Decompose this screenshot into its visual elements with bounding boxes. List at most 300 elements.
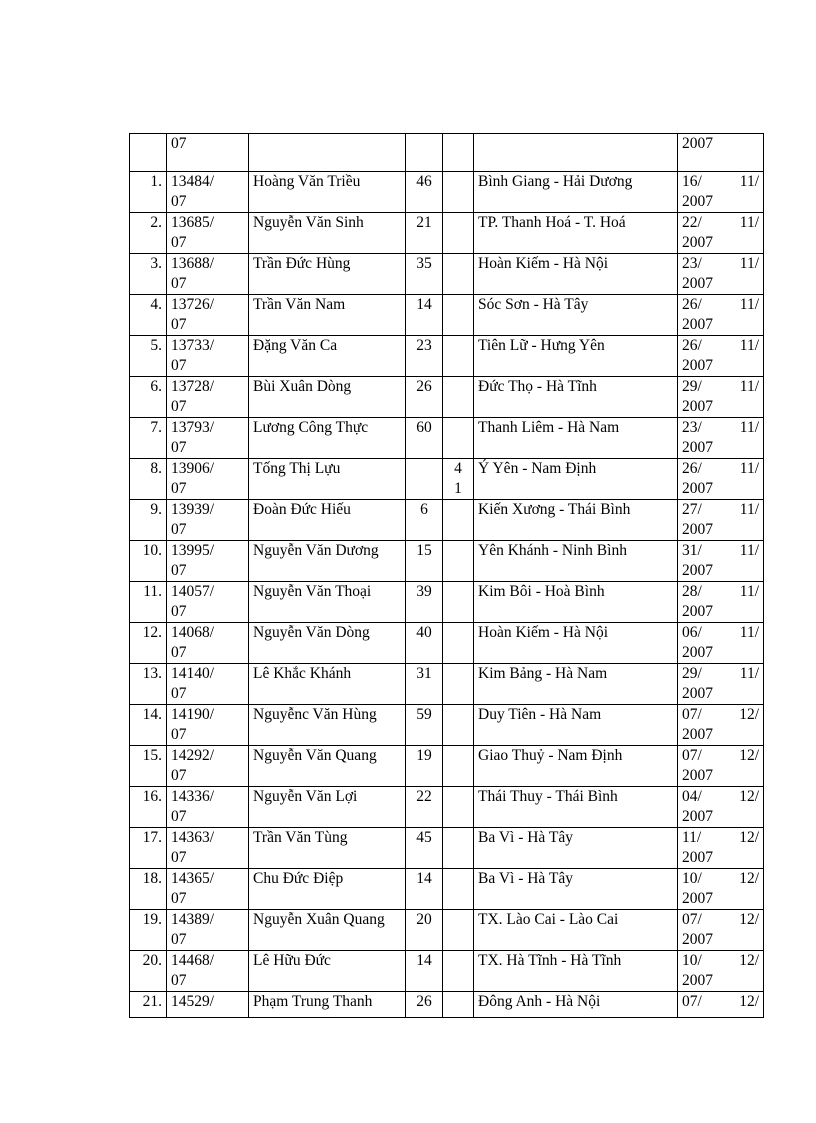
stt-cell	[130, 664, 167, 705]
female-age-cell	[443, 828, 474, 869]
code-value: 14529/	[171, 993, 215, 1010]
female-age-cell	[443, 992, 474, 1018]
date-cell	[678, 992, 764, 1018]
date-day: 23/	[682, 419, 702, 436]
registry-table	[129, 133, 764, 1018]
stt-value: 18.	[142, 870, 162, 887]
stt-cell	[130, 254, 167, 295]
address-cell	[474, 992, 678, 1018]
male-age-value: 26	[416, 378, 432, 395]
male-age-value: 19	[416, 747, 432, 764]
code-suffix: 07	[171, 398, 187, 415]
address-value: Thái Thuy - Thái Bình	[478, 788, 618, 805]
male-age-cell	[406, 910, 443, 951]
date-cell	[678, 172, 764, 213]
male-age-value: 60	[416, 419, 432, 436]
female-age-cell	[443, 541, 474, 582]
code-value: 13733/	[171, 337, 215, 354]
code-value: 14190/	[171, 706, 215, 723]
date-year: 2007	[682, 808, 713, 825]
stt-value: 3.	[150, 255, 162, 272]
stt-value: 6.	[150, 378, 162, 395]
name-cell	[249, 500, 406, 541]
table-row	[130, 746, 764, 787]
date-day: 26/	[682, 296, 702, 313]
male-age-value: 22	[416, 788, 432, 805]
male-age-cell	[406, 541, 443, 582]
stt-cell	[130, 134, 167, 172]
table-row	[130, 582, 764, 623]
male-age-cell	[406, 869, 443, 910]
male-age-value: 35	[416, 255, 432, 272]
date-cell	[678, 377, 764, 418]
code-cell	[167, 418, 249, 459]
date-cell	[678, 459, 764, 500]
stt-cell	[130, 582, 167, 623]
male-age-value: 15	[416, 542, 432, 559]
address-cell	[474, 172, 678, 213]
address-cell	[474, 828, 678, 869]
table-row	[130, 705, 764, 746]
code-suffix: 07	[171, 193, 187, 210]
address-cell	[474, 134, 678, 172]
date-month: 11/	[739, 296, 759, 313]
code-value: 13484/	[171, 173, 215, 190]
address-value: Thanh Liêm - Hà Nam	[478, 419, 620, 436]
date-line-1	[682, 213, 759, 233]
name-cell	[249, 418, 406, 459]
code-value: 14389/	[171, 911, 215, 928]
date-year: 2007	[682, 603, 713, 620]
date-cell	[678, 705, 764, 746]
code-cell	[167, 213, 249, 254]
date-month: 11/	[739, 501, 759, 518]
address-cell	[474, 746, 678, 787]
female-age-cell	[443, 459, 474, 500]
address-value: Giao Thuỷ - Nam Định	[478, 747, 623, 764]
name-cell	[249, 746, 406, 787]
address-cell	[474, 295, 678, 336]
code-cell	[167, 172, 249, 213]
table-row	[130, 910, 764, 951]
code-cell	[167, 500, 249, 541]
male-age-cell	[406, 623, 443, 664]
date-month: 12/	[739, 788, 759, 805]
address-cell	[474, 705, 678, 746]
code-cell	[167, 134, 249, 172]
name-cell	[249, 828, 406, 869]
stt-value: 4.	[150, 296, 162, 313]
name-cell	[249, 582, 406, 623]
code-tail: 07	[171, 135, 187, 152]
name-value: Hoàng Văn Triều	[253, 173, 361, 190]
date-day: 07/	[682, 706, 702, 723]
male-age-cell	[406, 213, 443, 254]
female-age-cell	[443, 787, 474, 828]
name-cell	[249, 787, 406, 828]
name-cell	[249, 336, 406, 377]
date-cell	[678, 213, 764, 254]
name-value: Nguyễn Văn Quang	[253, 747, 377, 764]
date-line-1	[682, 746, 759, 766]
date-day: 04/	[682, 788, 702, 805]
code-suffix: 07	[171, 234, 187, 251]
address-cell	[474, 787, 678, 828]
female-age-cell	[443, 418, 474, 459]
date-year: 2007	[682, 357, 713, 374]
date-month: 11/	[739, 337, 759, 354]
male-age-value: 31	[416, 665, 432, 682]
male-age-cell	[406, 705, 443, 746]
stt-cell	[130, 951, 167, 992]
date-day: 22/	[682, 214, 702, 231]
male-age-value: 14	[416, 870, 432, 887]
name-value: Phạm Trung Thanh	[253, 993, 373, 1010]
name-value: Bùi Xuân Dòng	[253, 378, 352, 395]
stt-cell	[130, 459, 167, 500]
female-age-cell	[443, 254, 474, 295]
code-cell	[167, 746, 249, 787]
code-cell	[167, 541, 249, 582]
date-day: 27/	[682, 501, 702, 518]
female-age-cell	[443, 500, 474, 541]
address-value: Hoàn Kiếm - Hà Nội	[478, 624, 608, 641]
male-age-value: 26	[416, 993, 432, 1010]
code-value: 14057/	[171, 583, 215, 600]
date-cell	[678, 951, 764, 992]
code-suffix: 07	[171, 931, 187, 948]
code-value: 14365/	[171, 870, 215, 887]
code-suffix: 07	[171, 562, 187, 579]
date-year: 2007	[682, 767, 713, 784]
male-age-cell	[406, 254, 443, 295]
date-month: 11/	[739, 542, 759, 559]
date-line-1	[682, 459, 759, 479]
table-row	[130, 623, 764, 664]
stt-cell	[130, 377, 167, 418]
female-age-cell	[443, 172, 474, 213]
date-line-1	[682, 582, 759, 602]
stt-value: 9.	[150, 501, 162, 518]
date-month: 11/	[739, 583, 759, 600]
date-cell	[678, 500, 764, 541]
date-line-1	[682, 910, 759, 930]
female-age-cell	[443, 134, 474, 172]
code-suffix: 07	[171, 644, 187, 661]
stt-cell	[130, 787, 167, 828]
code-value: 13728/	[171, 378, 215, 395]
stt-value: 20.	[142, 952, 162, 969]
address-cell	[474, 910, 678, 951]
address-value: Kiến Xương - Thái Bình	[478, 501, 631, 518]
date-year: 2007	[682, 685, 713, 702]
date-line-1	[682, 992, 759, 1012]
name-cell	[249, 172, 406, 213]
date-day: 11/	[682, 829, 702, 846]
code-cell	[167, 254, 249, 295]
code-value: 14068/	[171, 624, 215, 641]
date-line-1	[682, 172, 759, 192]
code-suffix: 07	[171, 439, 187, 456]
address-value: Tiên Lữ - Hưng Yên	[478, 337, 605, 354]
address-value: Kim Bảng - Hà Nam	[478, 665, 608, 682]
name-value: Nguyễn Văn Thoại	[253, 583, 372, 600]
male-age-value: 39	[416, 583, 432, 600]
male-age-cell	[406, 295, 443, 336]
address-cell	[474, 582, 678, 623]
date-cell	[678, 869, 764, 910]
code-value: 14468/	[171, 952, 215, 969]
date-line-1	[682, 500, 759, 520]
table-row	[130, 295, 764, 336]
table-row	[130, 541, 764, 582]
date-year: 2007	[682, 521, 713, 538]
date-line-1	[682, 295, 759, 315]
name-cell	[249, 705, 406, 746]
code-suffix: 07	[171, 890, 187, 907]
address-value: Ba Vì - Hà Tây	[478, 870, 573, 887]
name-value: Tống Thị Lựu	[253, 460, 341, 477]
date-year: 2007	[682, 644, 713, 661]
code-cell	[167, 869, 249, 910]
name-value: Lương Công Thực	[253, 419, 369, 436]
stt-value: 16.	[142, 788, 162, 805]
address-cell	[474, 336, 678, 377]
male-age-value: 40	[416, 624, 432, 641]
address-cell	[474, 664, 678, 705]
code-cell	[167, 295, 249, 336]
table-row	[130, 459, 764, 500]
female-age-digit: 1	[454, 480, 462, 497]
date-day: 07/	[682, 911, 702, 928]
code-suffix: 07	[171, 603, 187, 620]
name-value: Nguyễn Xuân Quang	[253, 911, 385, 928]
male-age-cell	[406, 500, 443, 541]
stt-cell	[130, 213, 167, 254]
name-value: Chu Đức Điệp	[253, 870, 344, 887]
date-day: 29/	[682, 378, 702, 395]
date-line-1	[682, 377, 759, 397]
code-cell	[167, 910, 249, 951]
male-age-value: 46	[416, 173, 432, 190]
code-cell	[167, 951, 249, 992]
stt-cell	[130, 828, 167, 869]
date-month: 11/	[739, 624, 759, 641]
name-cell	[249, 213, 406, 254]
name-value: Nguyễnc Văn Hùng	[253, 706, 377, 723]
table-row	[130, 869, 764, 910]
address-value: Sóc Sơn - Hà Tây	[478, 296, 589, 313]
date-day: 10/	[682, 952, 702, 969]
address-cell	[474, 869, 678, 910]
name-value: Nguyễn Văn Lợi	[253, 788, 358, 805]
date-line-1	[682, 541, 759, 561]
date-year: 2007	[682, 562, 713, 579]
code-value: 13793/	[171, 419, 215, 436]
date-year: 2007	[682, 234, 713, 251]
stt-value: 2.	[150, 214, 162, 231]
date-line-1	[682, 828, 759, 848]
male-age-cell	[406, 951, 443, 992]
name-value: Đặng Văn Ca	[253, 337, 338, 354]
code-suffix: 07	[171, 849, 187, 866]
code-suffix: 07	[171, 972, 187, 989]
name-value: Trần Văn Nam	[253, 296, 346, 313]
date-cell	[678, 828, 764, 869]
name-value: Lê Hữu Đức	[253, 952, 331, 969]
table-row	[130, 664, 764, 705]
name-cell	[249, 951, 406, 992]
name-cell	[249, 541, 406, 582]
date-day: 23/	[682, 255, 702, 272]
stt-value: 13.	[142, 665, 162, 682]
table-row	[130, 213, 764, 254]
male-age-value: 6	[420, 501, 428, 518]
table-row	[130, 172, 764, 213]
address-value: Đông Anh - Hà Nội	[478, 993, 601, 1010]
table-row	[130, 951, 764, 992]
table-row	[130, 336, 764, 377]
code-value: 13726/	[171, 296, 215, 313]
name-value: Nguyễn Văn Dòng	[253, 624, 370, 641]
female-age-cell	[443, 746, 474, 787]
male-age-cell	[406, 418, 443, 459]
code-suffix: 07	[171, 685, 187, 702]
code-suffix: 07	[171, 480, 187, 497]
stt-value: 10.	[142, 542, 162, 559]
address-value: Ý Yên - Nam Định	[478, 460, 597, 477]
female-age-cell	[443, 213, 474, 254]
code-cell	[167, 336, 249, 377]
code-suffix: 07	[171, 726, 187, 743]
date-year: 2007	[682, 193, 713, 210]
code-cell	[167, 623, 249, 664]
address-value: Hoàn Kiếm - Hà Nội	[478, 255, 608, 272]
male-age-cell	[406, 336, 443, 377]
code-cell	[167, 705, 249, 746]
stt-cell	[130, 869, 167, 910]
table-row	[130, 254, 764, 295]
date-cell	[678, 336, 764, 377]
female-age-cell	[443, 664, 474, 705]
date-cell	[678, 134, 764, 172]
date-month: 11/	[739, 419, 759, 436]
date-line-1	[682, 705, 759, 725]
date-year: 2007	[682, 480, 713, 497]
code-cell	[167, 828, 249, 869]
date-year: 2007	[682, 275, 713, 292]
date-month: 11/	[739, 255, 759, 272]
stt-cell	[130, 336, 167, 377]
name-cell	[249, 910, 406, 951]
stt-cell	[130, 705, 167, 746]
male-age-cell	[406, 787, 443, 828]
female-age-cell	[443, 582, 474, 623]
date-month: 12/	[739, 952, 759, 969]
female-age-cell	[443, 910, 474, 951]
code-value: 13688/	[171, 255, 215, 272]
male-age-value: 45	[416, 829, 432, 846]
male-age-cell	[406, 664, 443, 705]
date-year: 2007	[682, 398, 713, 415]
female-age-cell	[443, 869, 474, 910]
male-age-value: 20	[416, 911, 432, 928]
date-line-1	[682, 869, 759, 889]
code-cell	[167, 377, 249, 418]
date-day: 26/	[682, 337, 702, 354]
date-day: 29/	[682, 665, 702, 682]
date-day: 31/	[682, 542, 702, 559]
address-cell	[474, 541, 678, 582]
date-day: 07/	[682, 993, 702, 1010]
date-day: 16/	[682, 173, 702, 190]
address-value: TX. Hà Tĩnh - Hà Tĩnh	[478, 952, 622, 969]
date-month: 11/	[739, 214, 759, 231]
date-cell	[678, 787, 764, 828]
male-age-cell	[406, 459, 443, 500]
address-cell	[474, 254, 678, 295]
code-cell	[167, 664, 249, 705]
table-row	[130, 828, 764, 869]
stt-value: 12.	[142, 624, 162, 641]
stt-value: 17.	[142, 829, 162, 846]
code-value: 13995/	[171, 542, 215, 559]
stt-value: 11.	[143, 583, 162, 600]
stt-cell	[130, 418, 167, 459]
address-cell	[474, 213, 678, 254]
stt-cell	[130, 746, 167, 787]
date-month: 11/	[739, 378, 759, 395]
address-cell	[474, 377, 678, 418]
female-age-cell	[443, 377, 474, 418]
date-line-1	[682, 336, 759, 356]
female-age-cell	[443, 295, 474, 336]
address-value: Duy Tiên - Hà Nam	[478, 706, 602, 723]
address-value: Bình Giang - Hải Dương	[478, 173, 633, 190]
male-age-value: 23	[416, 337, 432, 354]
date-line-1	[682, 951, 759, 971]
stt-cell	[130, 992, 167, 1018]
table-row	[130, 787, 764, 828]
address-value: Yên Khánh - Ninh Bình	[478, 542, 627, 559]
name-cell	[249, 869, 406, 910]
male-age-cell	[406, 828, 443, 869]
table-row	[130, 418, 764, 459]
address-cell	[474, 951, 678, 992]
code-cell	[167, 459, 249, 500]
stt-value: 15.	[142, 747, 162, 764]
date-year: 2007	[682, 890, 713, 907]
date-line-1	[682, 664, 759, 684]
code-suffix: 07	[171, 767, 187, 784]
code-value: 14336/	[171, 788, 215, 805]
date-year: 2007	[682, 972, 713, 989]
date-month: 12/	[739, 870, 759, 887]
stt-value: 8.	[150, 460, 162, 477]
date-line-1	[682, 254, 759, 274]
stt-value: 5.	[150, 337, 162, 354]
male-age-cell	[406, 172, 443, 213]
code-cell	[167, 582, 249, 623]
date-month: 12/	[739, 829, 759, 846]
code-value: 14140/	[171, 665, 215, 682]
female-age-cell	[443, 623, 474, 664]
code-suffix: 07	[171, 808, 187, 825]
date-year: 2007	[682, 726, 713, 743]
male-age-cell	[406, 134, 443, 172]
code-suffix: 07	[171, 357, 187, 374]
male-age-cell	[406, 377, 443, 418]
